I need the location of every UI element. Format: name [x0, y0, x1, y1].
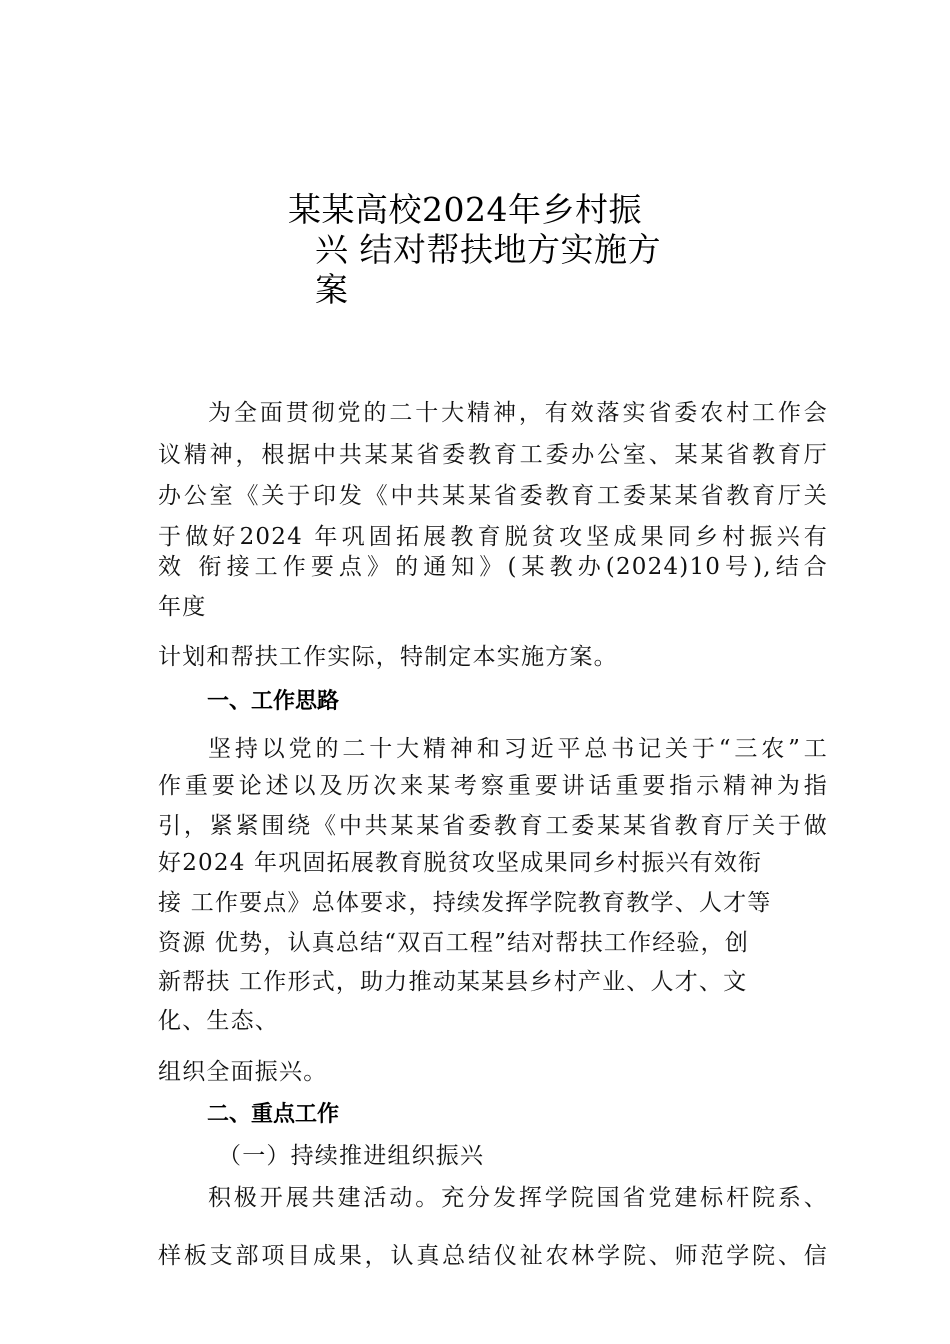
intro-line-7: 计划和帮扶工作实际，特制定本实施方案。	[158, 644, 618, 670]
title-line-2: 兴 结对帮扶地方实施方	[315, 230, 661, 269]
intro-line-2: 议精神，根据中共某某省委教育工委办公室、某某省教育厅	[158, 442, 828, 468]
section1-line-6: 资源 优势，认真总结“双百工程”结对帮扶工作经验，创	[158, 930, 750, 956]
title-line-3: 案	[315, 270, 349, 309]
intro-line-5: 效 衔接工作要点》的通知》(某教办(2024)10号),结合	[158, 554, 828, 580]
title-line-1: 某某高校2024年乡村振	[288, 190, 642, 229]
section1-line-5: 接 工作要点》总体要求，持续发挥学院教育教学、人才等	[158, 890, 772, 916]
section2-subheading-1: （一）持续推进组织振兴	[218, 1143, 485, 1169]
section1-line-7: 新帮扶 工作形式，助力推动某某县乡村产业、人才、文	[158, 969, 748, 995]
intro-line-1: 为全面贯彻党的二十大精神，有效落实省委农村工作会	[208, 400, 828, 426]
section-heading-1: 一、工作思路	[207, 689, 340, 714]
section1-line-2: 作重要论述以及历次来某考察重要讲话重要指示精神为指	[158, 773, 828, 799]
section1-line-9: 组织全面振兴。	[158, 1059, 328, 1085]
section1-line-4: 好2024 年巩固拓展教育脱贫攻坚成果同乡村振兴有效衔	[158, 850, 763, 876]
intro-line-4: 于做好2024 年巩固拓展教育脱贫攻坚成果同乡村振兴有	[158, 524, 828, 550]
section1-line-1: 坚持以党的二十大精神和习近平总书记关于“三农”工	[208, 736, 828, 762]
section-heading-2: 二、重点工作	[207, 1102, 340, 1127]
intro-line-3: 办公室《关于印发《中共某某省委教育工委某某省教育厅关	[158, 483, 828, 509]
intro-line-6: 年度	[158, 594, 207, 620]
section1-line-8: 化、生态、	[158, 1008, 279, 1034]
document-title	[288, 190, 688, 310]
section1-line-3: 引，紧紧围绕《中共某某省委教育工委某某省教育厅关于做	[158, 813, 828, 839]
section2-line-1: 积极开展共建活动。充分发挥学院国省党建标杆院系、	[208, 1185, 828, 1211]
section2-line-2: 样板支部项目成果，认真总结仪祉农林学院、师范学院、信	[158, 1243, 828, 1269]
